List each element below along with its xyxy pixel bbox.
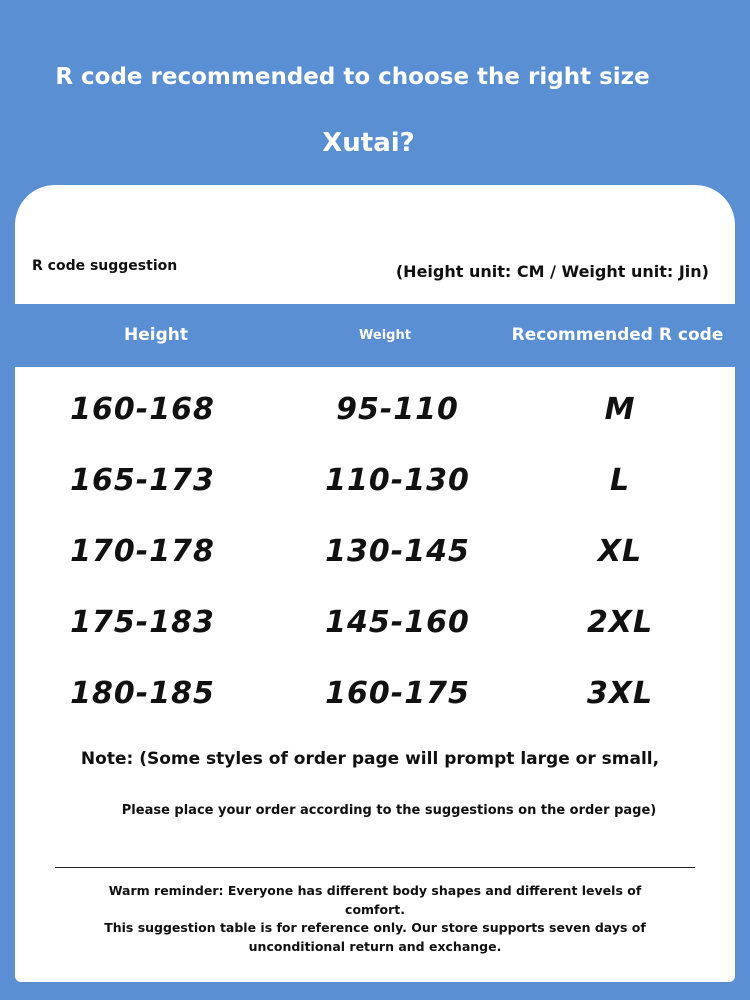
weight-cell: 145-160 — [325, 605, 470, 640]
table-row — [15, 664, 735, 724]
order-note-detail: Please place your order according to the suggestions on the order page) — [121, 803, 657, 818]
page-title: R code recommended to choose the right size — [55, 64, 650, 90]
weight-cell: 95-110 — [336, 392, 459, 427]
reminder-line: This suggestion table is for reference only. Our store supports seven days of unconditional return and exchange. — [104, 920, 646, 954]
table-row — [15, 380, 735, 440]
column-header-weight: Weight — [359, 328, 411, 343]
reminder-line: Warm reminder: Everyone has different body shapes and different levels of comfort. — [108, 883, 642, 917]
suggestion-label: R code suggestion — [32, 258, 178, 274]
table-row — [15, 522, 735, 582]
divider — [55, 867, 695, 868]
weight-cell: 110-130 — [325, 463, 470, 498]
rcode-cell: 3XL — [586, 676, 654, 711]
height-cell: 170-178 — [70, 534, 215, 569]
rcode-cell: XL — [597, 534, 643, 569]
height-cell: 165-173 — [70, 463, 215, 498]
rcode-cell: 2XL — [586, 605, 654, 640]
column-header-height: Height — [124, 325, 188, 345]
weight-cell: 130-145 — [325, 534, 470, 569]
rcode-cell: M — [604, 392, 636, 427]
order-note: Note: (Some styles of order page will prompt large or small, — [80, 749, 660, 769]
table-row — [15, 593, 735, 653]
height-cell: 160-168 — [70, 392, 215, 427]
height-cell: 180-185 — [70, 676, 215, 711]
column-header-rcode: Recommended R code — [511, 325, 724, 345]
page-subtitle: Xutai? — [322, 128, 415, 158]
warm-reminder — [85, 882, 665, 956]
size-chart-card — [15, 185, 735, 982]
weight-cell: 160-175 — [325, 676, 470, 711]
unit-note: (Height unit: CM / Weight unit: Jin) — [395, 262, 709, 281]
rcode-cell: L — [609, 463, 631, 498]
height-cell: 175-183 — [70, 605, 215, 640]
table-row — [15, 451, 735, 511]
table-header — [15, 304, 735, 367]
